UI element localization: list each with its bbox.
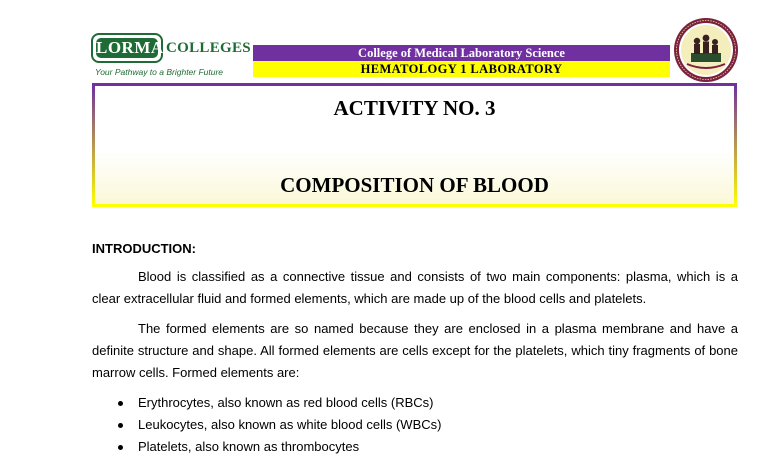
document-body [92,238,738,458]
logo-tagline: Your Pathway to a Brighter Future [95,67,224,77]
paragraph: Blood is classified as a connective tissue and consists of two main components: plasma, which is a clear extracellular fluid and formed elements, which are made up of the blood cells and platelets. [92,269,738,306]
list-item-text: Erythrocytes, also known as red blood cells (RBCs) [138,395,434,410]
list-item [92,436,738,458]
course-banner: HEMATOLOGY 1 LABORATORY [253,61,670,77]
bullet-icon [118,401,123,406]
bullet-icon [118,423,123,428]
paragraph: The formed elements are so named because they are enclosed in a plasma membrane and have a definite structure and shape. All formed elements are cells except for the platelets, which tiny fragments of bone marrow cells. Formed elements are: [92,321,738,380]
list-item [92,392,738,414]
logo-suffix: COLLEGES [166,40,251,56]
college-seal-icon [673,17,739,83]
logo-name: LORMA [96,38,164,57]
formed-elements-list [92,392,738,458]
activity-subject: COMPOSITION OF BLOOD [280,173,549,197]
list-item-text: Leukocytes, also known as white blood cells (WBCs) [138,417,442,432]
lorma-colleges-logo [91,33,251,79]
section-heading: INTRODUCTION: [92,241,196,256]
logo-badge [91,33,163,63]
college-banner: College of Medical Laboratory Science [253,45,670,61]
activity-number: ACTIVITY NO. 3 [333,96,496,120]
bullet-icon [118,445,123,450]
list-item [92,414,738,436]
list-item-text: Platelets, also known as thrombocytes [138,439,360,454]
activity-title-box [92,83,737,207]
